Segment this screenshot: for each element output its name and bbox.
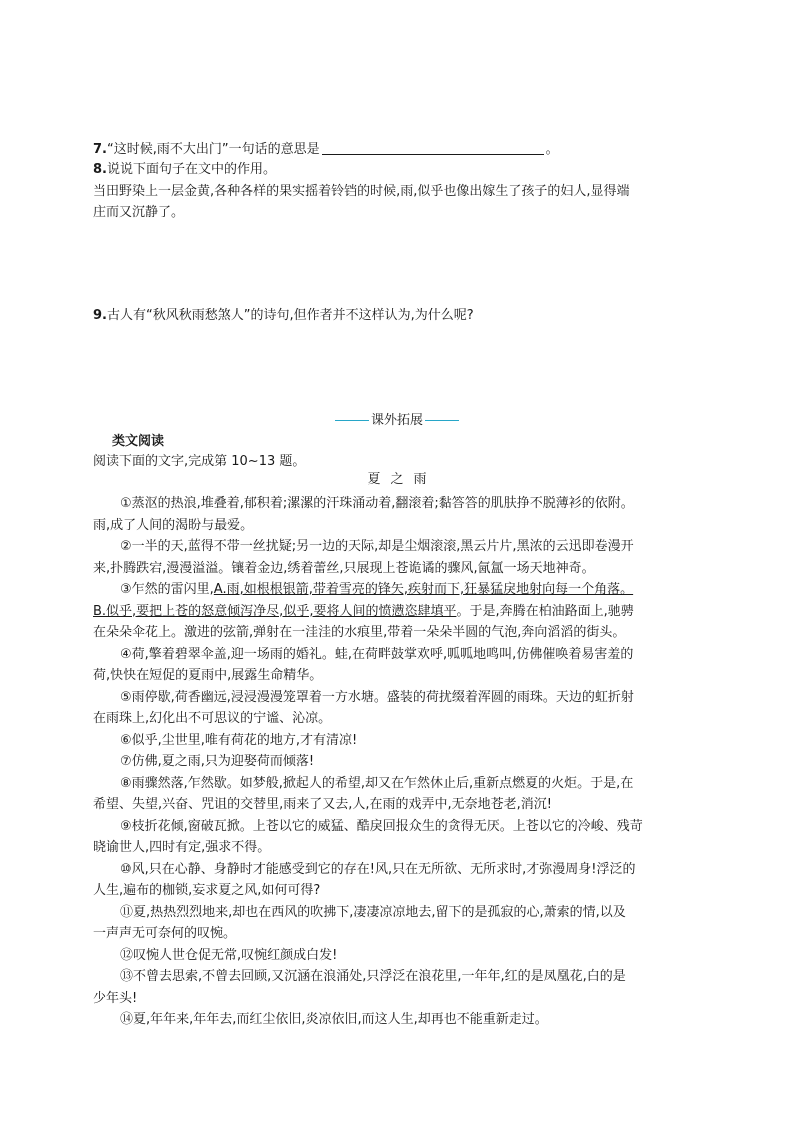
question-8	[93, 160, 703, 180]
question-9-text: 古人有“秋风秋雨愁煞人”的诗句,但作者并不这样认为,为什么呢?	[106, 308, 474, 323]
question-9-number: 9.	[93, 308, 107, 323]
article-line: ④荷,擎着碧翠伞盖,迎一场雨的婚礼。蛙,在荷畔鼓掌欢呼,呱呱地鸣叫,仿佛催唤着易害羞的	[120, 646, 634, 662]
article-line: ②一半的天,蓝得不带一丝扰疑;另一边的天际,却是尘烟滚滚,黑云片片,黑浓的云迅即卷漫开	[120, 539, 634, 554]
section-subheading: 类文阅读	[112, 434, 165, 449]
question-8-text: 说说下面句子在文中的作用。	[106, 162, 276, 177]
question-7	[93, 140, 703, 160]
article-text: ③乍然的雷闪里,	[120, 582, 214, 597]
article-line: 人生,遍布的枷锁,妄求夏之风,如何可得?	[93, 883, 321, 898]
article-line: 在雨珠上,幻化出不可思议的宁谧、沁凉。	[93, 711, 332, 726]
article-line	[93, 602, 703, 622]
article-title: 夏之雨	[367, 472, 437, 487]
underlined-sentence-b: B.似乎,要把上苍的怒意倾泻净尽,似乎,要将人间的愤懑恣肆填平	[93, 603, 457, 619]
article-line: 晓谕世人,四时有定,强求不得。	[93, 840, 271, 855]
article-line: ①蒸沤的热浪,堆叠着,郁积着;漯漯的汗珠涌动着,翻滚着;黏答答的肌肤挣不脱薄衫的依附。	[120, 496, 634, 511]
article-line	[120, 580, 703, 600]
article-line: ⑧雨骤然落,乍然歇。如梦般,掀起人的希望,却又在乍然休止后,重新点燃夏的火炬。于是,在	[120, 775, 634, 791]
answer-blank[interactable]	[322, 140, 544, 155]
question-8-quote-line-2: 庄而又沉静了。	[93, 205, 185, 220]
section-header	[0, 411, 794, 431]
article-line: ⑬不曾去思索,不曾去回顾,又沉涵在浪涌处,只浮泛在浪花里,一年年,红的是凤凰花,白的是	[120, 969, 626, 984]
question-7-text: “这时候,雨不大出门”一句话的意思是	[106, 142, 320, 157]
section-title: 课外拓展	[370, 413, 423, 428]
article-line: ⑤雨停歇,荷香幽远,浸浸漫漫笼罩着一方水塘。盛装的荷扰缀着浑圆的雨珠。天边的虹折射	[120, 689, 634, 705]
header-rule-right	[425, 420, 459, 421]
article-line: 来,扑腾跌宕,漫漫溢溢。镶着金边,绣着蕾丝,只展现上苍诡谲的骤风,氤氲一场天地神奇。	[93, 560, 595, 576]
question-8-number: 8.	[93, 162, 107, 177]
underlined-sentence-a: A.雨,如根根银箭,带着雪亮的锋矢,疾射而下,狂暴猛戾地射向每一个角落。	[213, 582, 634, 597]
question-7-end: 。	[545, 142, 559, 157]
article-line: ⑫叹惋人世仓促无常,叹惋红颜成白发!	[120, 947, 338, 963]
article-line: ⑩风,只在心静、身静时才能感受到它的存在!风,只在无所欲、无所求时,才弥漫周身!浮泛的	[120, 861, 636, 877]
article-line: 一声声无可奈何的叹惋。	[93, 926, 237, 941]
article-line: 希望、失望,兴奋、咒诅的交替里,雨来了又去,人,在雨的戏弄中,无奈地苍老,消沉!	[93, 797, 553, 812]
article-line: ⑭夏,年年来,年年去,而红尘依旧,炎凉依旧,而这人生,却再也不能重新走过。	[120, 1012, 548, 1027]
article-text: 。于是,奔腾在柏油路面上,驰骋	[456, 603, 634, 619]
reading-instruction: 阅读下面的文字,完成第 10~13 题。	[93, 454, 306, 469]
article-line: ⑥似乎,尘世里,唯有荷花的地方,才有清凉!	[120, 732, 358, 748]
header-rule-left	[335, 420, 369, 421]
article-line: ⑦仿佛,夏之雨,只为迎娶荷而倾落!	[120, 754, 315, 769]
article-line: ⑪夏,热热烈烈地来,却也在西风的吹拂下,凄凄凉凉地去,留下的是孤寂的心,萧索的情,以及	[120, 904, 626, 920]
question-8-quote-line-1: 当田野染上一层金黄,各种各样的果实摇着铃铛的时候,雨,似乎也像出嫁生了孩子的妇人,显得端	[93, 184, 630, 199]
article-line: 荷,快快在短促的夏雨中,展露生命精华。	[93, 668, 323, 683]
article-line: ⑨枝折花倾,窗破瓦掀。上苍以它的威猛、酷戾回报众生的贪得无厌。上苍以它的冷峻、残苛	[120, 818, 643, 834]
article-line: 少年头!	[93, 990, 138, 1006]
article-line: 雨,成了人间的渴盼与最爱。	[93, 517, 254, 533]
article-line: 在朵朵伞花上。激进的弦箭,弹射在一洼洼的水痕里,带着一朵朵半圆的气泡,奔向滔滔的街头。	[93, 625, 626, 640]
question-7-number: 7.	[93, 142, 107, 157]
question-9	[93, 306, 703, 326]
